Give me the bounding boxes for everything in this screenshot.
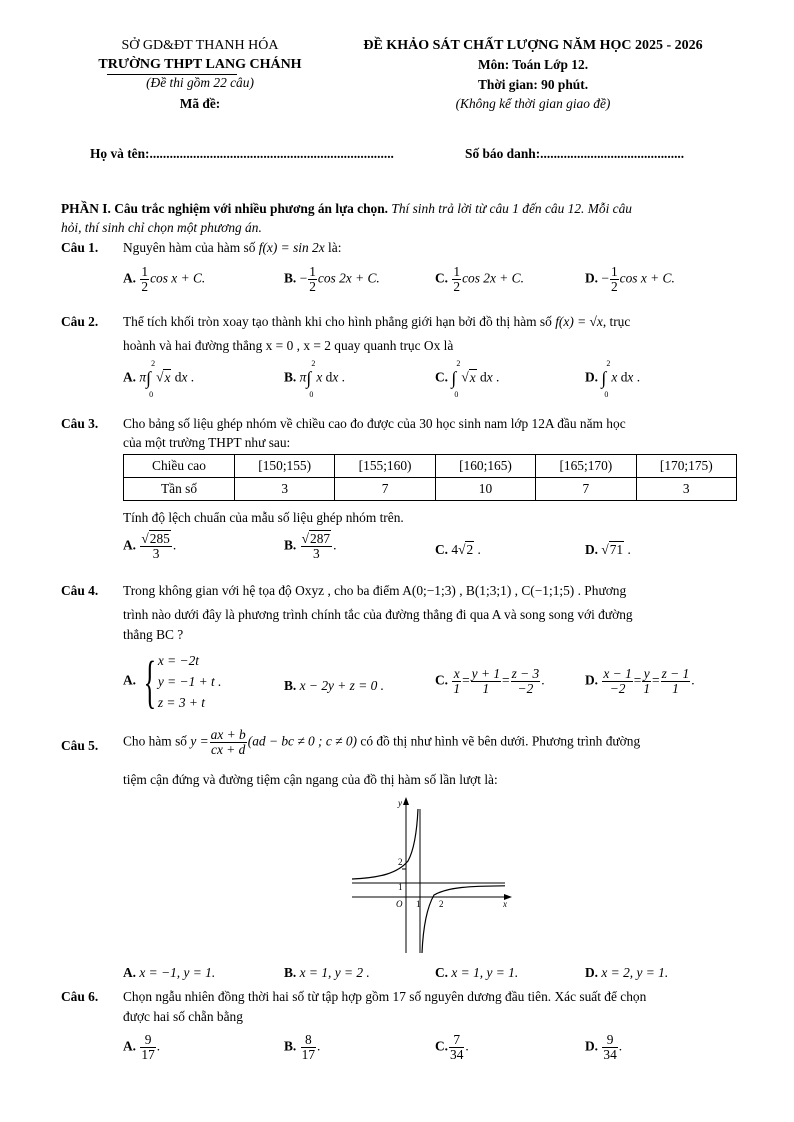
q3-option-a[interactable]: A. $\frac{√285}{3}$ . xyxy=(123,531,177,562)
q3-option-d[interactable]: D. √71 . xyxy=(585,542,631,557)
x-tick-2-label: 2 xyxy=(439,899,444,909)
q1-label: Câu 1. xyxy=(61,240,99,255)
q6-stem-1: Chọn ngẫu nhiên đồng thời hai số từ tập hợp gồm 17 số nguyên dương đầu tiên. Xác suất để chọn xyxy=(123,989,647,1004)
part1-instructions xyxy=(61,201,632,217)
q1-option-b[interactable]: B. − $\frac{1}{2}$ cos 2x + C. xyxy=(284,264,380,295)
q5-option-a[interactable]: A. x = −1, y = 1. xyxy=(123,965,216,980)
part1-instr: Thí sinh trả lời từ câu 1 đến câu 12. Mỗi câu xyxy=(388,201,632,216)
origin-label: O xyxy=(396,899,403,909)
q2-option-d[interactable]: D. ∫ 2 0 x dx . xyxy=(585,359,641,399)
q1-text: Nguyên hàm của hàm số xyxy=(123,240,256,255)
q4-option-a[interactable]: A. { x = −2t y = −1 + t . z = 3 + t xyxy=(123,648,222,714)
q3-stem-1: Cho bảng số liệu ghép nhóm về chiều cao đo được của 30 học sinh nam lớp 12A đầu năm học xyxy=(123,416,626,431)
q4-label: Câu 4. xyxy=(61,583,99,598)
table-cell: 7 xyxy=(536,478,636,501)
table-cell: [150;155) xyxy=(235,455,335,478)
table-header-cell: Tần số xyxy=(124,478,235,501)
q2-stem-1: Thể tích khối tròn xoay tạo thành khi cho hình phẳng giới hạn bởi đồ thị hàm số f(x) = √x, trục xyxy=(123,314,631,329)
graph-right-branch xyxy=(422,886,505,953)
exam-time-note: (Không kể thời gian giao đề) xyxy=(455,96,611,111)
q4-stem-2: trình nào dưới đây là phương trình chính tắc của đường thẳng đi qua A và song song với đường xyxy=(123,607,633,622)
graph-left-branch xyxy=(352,809,418,879)
q1-stem xyxy=(123,240,341,256)
q4-option-d[interactable]: D. $\frac{x - 1}{-2}$ = $\frac{y}{1}$ = $\frac{z - 1}{1}$ . xyxy=(585,666,695,697)
y-tick-1-label: 1 xyxy=(398,882,403,892)
x-tick-1-label: 1 xyxy=(416,899,421,909)
q1-option-a[interactable]: A. $\frac{1}{2}$ cos x + C. xyxy=(123,264,206,295)
student-name-field: Họ và tên:......................................................................... xyxy=(90,146,394,161)
x-axis-label: x xyxy=(503,899,507,909)
exam-code-label: Mã đề: xyxy=(179,96,221,111)
exam-subject: Môn: Toán Lớp 12. xyxy=(477,57,589,72)
q4-stem-3: thẳng BC ? xyxy=(123,627,184,642)
q6-label: Câu 6. xyxy=(61,989,99,1004)
q5-option-c[interactable]: C. x = 1, y = 1. xyxy=(435,965,519,980)
y-tick-2-label: 2 xyxy=(398,857,403,867)
table-cell: [155;160) xyxy=(335,455,435,478)
q5-graph xyxy=(340,795,515,957)
q1-func: f(x) = sin 2x xyxy=(258,240,325,255)
student-id-field: Số báo danh:........................................... xyxy=(465,146,685,161)
q6-option-c[interactable]: C. $\frac{7}{34}$ . xyxy=(435,1032,469,1063)
q2-stem-2: hoành và hai đường thẳng x = 0 , x = 2 quay quanh trục Ox là xyxy=(123,338,454,353)
q1-tail: là: xyxy=(328,240,342,255)
dept-name: SỞ GD&ĐT THANH HÓA xyxy=(121,38,279,53)
q3-label: Câu 3. xyxy=(61,416,99,431)
q2-label: Câu 2. xyxy=(61,314,99,329)
q3-option-c[interactable]: C. 4√2 . xyxy=(435,542,481,557)
q6-option-d[interactable]: D. $\frac{9}{34}$ . xyxy=(585,1032,623,1063)
table-cell: [165;170) xyxy=(536,455,636,478)
q2-option-c[interactable]: C. ∫ 2 0 √x dx . xyxy=(435,359,500,399)
q3-data-table xyxy=(123,454,737,501)
table-header-cell: Chiều cao xyxy=(124,455,235,478)
part1-title: PHẦN I. Câu trắc nghiệm với nhiều phương án lựa chọn. xyxy=(61,201,389,216)
exam-title: ĐỀ KHẢO SÁT CHẤT LƯỢNG NĂM HỌC 2025 - 2026 xyxy=(363,38,703,53)
y-axis-arrow-icon xyxy=(403,797,409,805)
y-axis-label: y xyxy=(398,798,402,808)
q3-question: Tính độ lệch chuẩn của mẫu số liệu ghép nhóm trên. xyxy=(123,510,404,525)
exam-time: Thời gian: 90 phút. xyxy=(477,77,589,92)
q4-option-b[interactable]: B. x − 2y + z = 0 . xyxy=(284,678,385,693)
q2-option-a[interactable]: A. π∫ 2 0 √x dx . xyxy=(123,359,195,399)
table-cell: 3 xyxy=(235,478,335,501)
table-cell: 3 xyxy=(636,478,736,501)
q1-option-d[interactable]: D. − $\frac{1}{2}$ cos x + C. xyxy=(585,264,675,295)
q3-stem-2: của một trường THPT như sau: xyxy=(123,435,291,450)
table-cell: 10 xyxy=(435,478,535,501)
school-name: TRƯỜNG THPT LANG CHÁNH xyxy=(98,57,302,72)
q5-label: Câu 5. xyxy=(61,738,99,753)
table-row xyxy=(124,455,737,478)
q3-option-b[interactable]: B. $\frac{√287}{3}$ . xyxy=(284,531,337,562)
question-count-note: (Đề thi gồm 22 câu) xyxy=(146,75,254,90)
q1-option-c[interactable]: C. $\frac{1}{2}$ cos 2x + C. xyxy=(435,264,524,295)
q6-stem-2: được hai số chẵn bằng xyxy=(123,1009,243,1024)
q5-option-b[interactable]: B. x = 1, y = 2 . xyxy=(284,965,370,980)
q6-option-b[interactable]: B. $\frac{8}{17}$ . xyxy=(284,1032,321,1063)
q2-option-b[interactable]: B. π∫ 2 0 x dx . xyxy=(284,359,346,399)
part1-instr-2: hỏi, thí sinh chỉ chọn một phương án. xyxy=(61,220,262,235)
q4-option-c[interactable]: C. $\frac{x}{1}$ = $\frac{y + 1}{1}$ = $\frac{z - 3}{-2}$ . xyxy=(435,666,545,697)
q5-option-d[interactable]: D. x = 2, y = 1. xyxy=(585,965,669,980)
q4-stem-1: Trong không gian với hệ tọa độ Oxyz , cho ba điểm A(0;−1;3) , B(1;3;1) , C(−1;1;5) . Phương xyxy=(123,583,627,598)
q5-stem-1: Cho hàm số y = $\frac{ax + b}{cx + d}$ (ad − bc ≠ 0 ; c ≠ 0) có đồ thị như hình vẽ bên dưới. Phương trình đường xyxy=(123,727,641,758)
table-cell: [160;165) xyxy=(435,455,535,478)
q6-option-a[interactable]: A. $\frac{9}{17}$ . xyxy=(123,1032,161,1063)
table-row xyxy=(124,478,737,501)
table-cell: 7 xyxy=(335,478,435,501)
q5-stem-2: tiệm cận đứng và đường tiệm cận ngang của đồ thị hàm số lần lượt là: xyxy=(123,772,498,787)
table-cell: [170;175) xyxy=(636,455,736,478)
